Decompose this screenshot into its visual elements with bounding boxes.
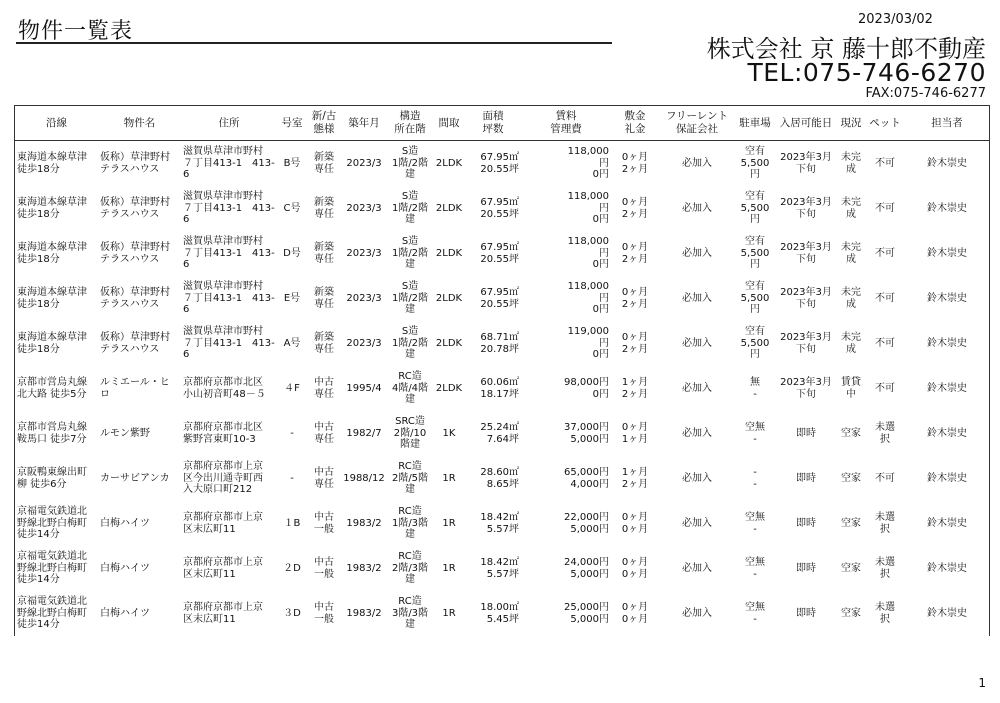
table-header-row — [15, 106, 989, 141]
deposit-cell: 0ヶ月 0ヶ月 — [621, 512, 649, 535]
area-cell: 18.42㎡ 5.57坪 — [480, 512, 519, 535]
built-date-cell: 1983/2 — [346, 517, 382, 529]
rent-cell: 65,000円 4,000円 — [564, 467, 609, 490]
table-row — [15, 186, 989, 231]
built-date-cell: 1995/4 — [346, 382, 382, 394]
structure-cell: RC造 1階/3階 建 — [391, 506, 429, 541]
table-row — [15, 546, 989, 591]
deposit-cell: 1ヶ月 2ヶ月 — [621, 377, 649, 400]
built-date-cell: 2023/3 — [346, 337, 382, 349]
agent-cell: 鈴木崇史 — [927, 562, 967, 574]
free-rent-cell: 必加入 — [682, 292, 712, 304]
parking-cell: - - — [753, 467, 757, 490]
condition-cell: 未完 成 — [841, 152, 861, 175]
layout-cell: 2LDK — [435, 202, 463, 214]
property-name-cell: 仮称）草津野村 テラスハウス — [100, 287, 170, 310]
line-cell: 東海道本線草津 徒歩18分 — [17, 242, 87, 265]
deposit-cell: 0ヶ月 2ヶ月 — [621, 242, 649, 265]
deposit-cell: 0ヶ月 2ヶ月 — [621, 197, 649, 220]
property-name-cell: 白梅ハイツ — [100, 562, 150, 574]
status-cell: 中古 専任 — [314, 422, 334, 445]
area-cell: 25.24㎡ 7.64坪 — [480, 422, 519, 445]
table-row — [15, 321, 989, 366]
free-rent-cell: 必加入 — [682, 157, 712, 169]
free-rent-cell: 必加入 — [682, 427, 712, 439]
status-cell: 中古 専任 — [314, 467, 334, 490]
condition-cell: 空家 — [841, 427, 861, 439]
room-cell: １B — [283, 517, 301, 529]
deposit-cell: 0ヶ月 2ヶ月 — [621, 332, 649, 355]
structure-cell: RC造 3階/3階 建 — [391, 596, 429, 631]
move-in-cell: 2023年3月 下旬 — [780, 197, 832, 220]
structure-cell: S造 1階/2階 建 — [391, 281, 429, 316]
parking-cell: 空無 - — [745, 422, 765, 445]
line-cell: 東海道本線草津 徒歩18分 — [17, 152, 87, 175]
pet-cell: 不可 — [875, 157, 895, 169]
room-cell: ２D — [283, 562, 301, 574]
line-cell: 東海道本線草津 徒歩18分 — [17, 332, 87, 355]
condition-cell: 空家 — [841, 607, 861, 619]
status-cell: 新築 専任 — [314, 152, 334, 175]
table-row — [15, 366, 989, 411]
move-in-cell: 即時 — [796, 562, 816, 574]
move-in-cell: 2023年3月 下旬 — [780, 152, 832, 175]
built-date-cell: 1982/7 — [346, 427, 382, 439]
pet-cell: 不可 — [875, 292, 895, 304]
area-cell: 67.95㎡ 20.55坪 — [480, 242, 519, 265]
property-name-cell: 白梅ハイツ — [100, 517, 150, 529]
condition-column-header: 現況 — [837, 106, 865, 141]
parking-cell: 空有 5,500 円 — [740, 191, 770, 226]
condition-cell: 未完 成 — [841, 287, 861, 310]
line-cell: 京福電気鉄道北 野線北野白梅町 徒歩14分 — [17, 506, 87, 541]
address-cell: 滋賀県草津市野村 ７丁目413-1 413- 6 — [183, 236, 275, 271]
area-cell: 18.42㎡ 5.57坪 — [480, 557, 519, 580]
pet-cell: 未選 択 — [875, 512, 895, 535]
address-cell: 滋賀県草津市野村 ７丁目413-1 413- 6 — [183, 281, 275, 316]
agent-cell: 鈴木崇史 — [927, 202, 967, 214]
table-row — [15, 411, 989, 456]
structure-cell: S造 1階/2階 建 — [391, 326, 429, 361]
address-cell: 京都府京都市北区 紫野宮東町10-3 — [183, 422, 263, 445]
parking-column-header: 駐車場 — [735, 106, 775, 141]
page-title: 物件一覧表 — [18, 19, 134, 44]
condition-cell: 空家 — [841, 517, 861, 529]
phone-number: TEL:075-746-6270 — [747, 58, 986, 87]
agent-cell: 鈴木崇史 — [927, 427, 967, 439]
rent-cell: 118,000 円 0円 — [567, 146, 609, 181]
move-in-column-header: 入居可能日 — [775, 106, 837, 141]
rent-cell: 22,000円 5,000円 — [564, 512, 609, 535]
area-column-header: 面積 坪数 — [465, 106, 521, 141]
condition-cell: 空家 — [841, 562, 861, 574]
pet-cell: 未選 択 — [875, 557, 895, 580]
layout-cell: 2LDK — [435, 292, 463, 304]
structure-cell: SRC造 2階/10 階建 — [393, 416, 427, 451]
agent-cell: 鈴木崇史 — [927, 382, 967, 394]
built-date-cell: 1983/2 — [346, 607, 382, 619]
built-date-cell: 2023/3 — [346, 292, 382, 304]
parking-cell: 空無 - — [745, 512, 765, 535]
fax-number: FAX:075-746-6277 — [865, 86, 986, 101]
deposit-cell: 0ヶ月 2ヶ月 — [621, 152, 649, 175]
structure-cell: RC造 2階/3階 建 — [391, 551, 429, 586]
line-cell: 東海道本線草津 徒歩18分 — [17, 197, 87, 220]
property-name-cell: 白梅ハイツ — [100, 607, 150, 619]
parking-cell: 空無 - — [745, 557, 765, 580]
layout-cell: 1R — [442, 607, 456, 619]
move-in-cell: 即時 — [796, 472, 816, 484]
move-in-cell: 2023年3月 下旬 — [780, 332, 832, 355]
line-cell: 京都市営烏丸線 鞍馬口 徒歩7分 — [17, 422, 87, 445]
agent-cell: 鈴木崇史 — [927, 472, 967, 484]
address-cell: 滋賀県草津市野村 ７丁目413-1 413- 6 — [183, 146, 275, 181]
deposit-cell: 0ヶ月 0ヶ月 — [621, 557, 649, 580]
status-cell: 中古 一般 — [314, 512, 334, 535]
free-rent-cell: 必加入 — [682, 382, 712, 394]
move-in-cell: 2023年3月 下旬 — [780, 287, 832, 310]
status-cell: 新築 専任 — [314, 332, 334, 355]
pet-cell: 未選 択 — [875, 422, 895, 445]
status-cell: 中古 一般 — [314, 557, 334, 580]
area-cell: 67.95㎡ 20.55坪 — [480, 152, 519, 175]
status-cell: 新築 専任 — [314, 197, 334, 220]
parking-cell: 空有 5,500 円 — [740, 146, 770, 181]
room-cell: ３D — [283, 607, 301, 619]
room-cell: E号 — [283, 292, 301, 304]
structure-cell: S造 1階/2階 建 — [391, 191, 429, 226]
line-cell: 京福電気鉄道北 野線北野白梅町 徒歩14分 — [17, 596, 87, 631]
room-cell: - — [290, 472, 294, 484]
room-cell: B号 — [283, 157, 301, 169]
free-rent-cell: 必加入 — [682, 337, 712, 349]
pet-column-header: ペット — [865, 106, 905, 141]
agent-cell: 鈴木崇史 — [927, 247, 967, 259]
condition-cell: 未完 成 — [841, 242, 861, 265]
built-date-cell: 2023/3 — [346, 157, 382, 169]
move-in-cell: 2023年3月 下旬 — [780, 377, 832, 400]
area-cell: 67.95㎡ 20.55坪 — [480, 287, 519, 310]
area-cell: 18.00㎡ 5.45坪 — [480, 602, 519, 625]
address-cell: 京都府京都市上京 区今出川通寺町西 入大原口町212 — [183, 461, 263, 496]
table-row — [15, 276, 989, 321]
room-cell: ４F — [284, 382, 300, 394]
parking-cell: 空有 5,500 円 — [740, 236, 770, 271]
deposit-cell: 0ヶ月 0ヶ月 — [621, 602, 649, 625]
area-cell: 60.06㎡ 18.17坪 — [480, 377, 519, 400]
agent-column-header: 担当者 — [905, 106, 989, 141]
page-number: 1 — [978, 676, 986, 690]
property-name-cell: 仮称）草津野村 テラスハウス — [100, 242, 170, 265]
table-row — [15, 501, 989, 546]
deposit-column-header: 敷金 礼金 — [611, 106, 659, 141]
pet-cell: 不可 — [875, 382, 895, 394]
rent-cell: 118,000 円 0円 — [567, 191, 609, 226]
rent-cell: 98,000円 0円 — [564, 377, 609, 400]
structure-cell: RC造 4階/4階 建 — [391, 371, 429, 406]
table-row — [15, 231, 989, 276]
pet-cell: 未選 択 — [875, 602, 895, 625]
line-cell: 京福電気鉄道北 野線北野白梅町 徒歩14分 — [17, 551, 87, 586]
pet-cell: 不可 — [875, 337, 895, 349]
area-cell: 68.71㎡ 20.78坪 — [480, 332, 519, 355]
structure-cell: RC造 2階/5階 建 — [391, 461, 429, 496]
area-cell: 67.95㎡ 20.55坪 — [480, 197, 519, 220]
condition-cell: 賃貸 中 — [841, 377, 861, 400]
status-cell: 中古 専任 — [314, 377, 334, 400]
parking-cell: 空有 5,500 円 — [740, 281, 770, 316]
layout-column-header: 間取 — [433, 106, 465, 141]
rent-cell: 118,000 円 0円 — [567, 281, 609, 316]
room-cell: A号 — [283, 337, 301, 349]
pet-cell: 不可 — [875, 472, 895, 484]
free-rent-cell: 必加入 — [682, 562, 712, 574]
status-cell: 中古 一般 — [314, 602, 334, 625]
address-cell: 滋賀県草津市野村 ７丁目413-1 413- 6 — [183, 326, 275, 361]
built-date-column-header: 築年月 — [341, 106, 387, 141]
layout-cell: 2LDK — [435, 247, 463, 259]
company-name: 株式会社 京 藤十郎不動産 — [706, 35, 986, 63]
deposit-cell: 0ヶ月 2ヶ月 — [621, 287, 649, 310]
table-row — [15, 456, 989, 501]
deposit-cell: 0ヶ月 1ヶ月 — [621, 422, 649, 445]
agent-cell: 鈴木崇史 — [927, 157, 967, 169]
rent-cell: 24,000円 5,000円 — [564, 557, 609, 580]
free-rent-cell: 必加入 — [682, 247, 712, 259]
free-rent-cell: 必加入 — [682, 202, 712, 214]
parking-cell: 無 - — [750, 377, 760, 400]
room-cell: C号 — [283, 202, 301, 214]
line-cell: 東海道本線草津 徒歩18分 — [17, 287, 87, 310]
property-name-cell: ルミエール・ヒ ロ — [100, 377, 170, 400]
property-name-cell: カーサビアンカ — [100, 472, 170, 484]
pet-cell: 不可 — [875, 202, 895, 214]
layout-cell: 1K — [442, 427, 456, 439]
status-cell: 新築 専任 — [314, 287, 334, 310]
free-rent-cell: 必加入 — [682, 517, 712, 529]
document-date: 2023/03/02 — [858, 12, 933, 27]
title-underline — [16, 42, 612, 44]
rent-cell: 118,000 円 0円 — [567, 236, 609, 271]
room-column-header: 号室 — [277, 106, 307, 141]
address-cell: 京都府京都市上京 区末広町11 — [183, 557, 263, 580]
free-rent-column-header: フリーレント 保証会社 — [659, 106, 735, 141]
table-row — [15, 141, 989, 187]
free-rent-cell: 必加入 — [682, 607, 712, 619]
rent-cell: 37,000円 5,000円 — [564, 422, 609, 445]
agent-cell: 鈴木崇史 — [927, 607, 967, 619]
line-cell: 京阪鴨東線出町 柳 徒歩6分 — [17, 467, 87, 490]
parking-cell: 空有 5,500 円 — [740, 326, 770, 361]
property-name-column-header: 物件名 — [98, 106, 181, 141]
built-date-cell: 2023/3 — [346, 247, 382, 259]
pet-cell: 不可 — [875, 247, 895, 259]
property-list-sheet — [14, 105, 990, 636]
deposit-cell: 1ヶ月 2ヶ月 — [621, 467, 649, 490]
built-date-cell: 1988/12 — [343, 472, 385, 484]
property-name-cell: ルモン紫野 — [100, 427, 150, 439]
table-row — [15, 591, 989, 636]
address-cell: 京都府京都市上京 区末広町11 — [183, 602, 263, 625]
status-column-header: 新/古 態様 — [307, 106, 341, 141]
property-name-cell: 仮称）草津野村 テラスハウス — [100, 332, 170, 355]
move-in-cell: 即時 — [796, 517, 816, 529]
line-column-header: 沿線 — [15, 106, 98, 141]
layout-cell: 1R — [442, 562, 456, 574]
room-cell: - — [290, 427, 294, 439]
rent-cell: 119,000 円 0円 — [567, 326, 609, 361]
layout-cell: 2LDK — [435, 157, 463, 169]
condition-cell: 未完 成 — [841, 332, 861, 355]
layout-cell: 1R — [442, 472, 456, 484]
agent-cell: 鈴木崇史 — [927, 337, 967, 349]
property-name-cell: 仮称）草津野村 テラスハウス — [100, 197, 170, 220]
move-in-cell: 即時 — [796, 607, 816, 619]
agent-cell: 鈴木崇史 — [927, 292, 967, 304]
address-cell: 京都府京都市北区 小山初音町48－５ — [183, 377, 266, 400]
property-table — [15, 106, 989, 636]
move-in-cell: 2023年3月 下旬 — [780, 242, 832, 265]
property-name-cell: 仮称）草津野村 テラスハウス — [100, 152, 170, 175]
condition-cell: 未完 成 — [841, 197, 861, 220]
move-in-cell: 即時 — [796, 427, 816, 439]
built-date-cell: 1983/2 — [346, 562, 382, 574]
room-cell: D号 — [283, 247, 301, 259]
structure-cell: S造 1階/2階 建 — [391, 146, 429, 181]
agent-cell: 鈴木崇史 — [927, 517, 967, 529]
status-cell: 新築 専任 — [314, 242, 334, 265]
rent-column-header: 賃料 管理費 — [521, 106, 611, 141]
structure-column-header: 構造 所在階 — [387, 106, 433, 141]
free-rent-cell: 必加入 — [682, 472, 712, 484]
layout-cell: 1R — [442, 517, 456, 529]
address-cell: 滋賀県草津市野村 ７丁目413-1 413- 6 — [183, 191, 275, 226]
table-body — [15, 141, 989, 637]
line-cell: 京都市営烏丸線 北大路 徒歩5分 — [17, 377, 87, 400]
rent-cell: 25,000円 5,000円 — [564, 602, 609, 625]
address-column-header: 住所 — [181, 106, 277, 141]
parking-cell: 空無 - — [745, 602, 765, 625]
layout-cell: 2LDK — [435, 337, 463, 349]
area-cell: 28.60㎡ 8.65坪 — [480, 467, 519, 490]
address-cell: 京都府京都市上京 区末広町11 — [183, 512, 263, 535]
built-date-cell: 2023/3 — [346, 202, 382, 214]
condition-cell: 空家 — [841, 472, 861, 484]
structure-cell: S造 1階/2階 建 — [391, 236, 429, 271]
layout-cell: 2LDK — [435, 382, 463, 394]
